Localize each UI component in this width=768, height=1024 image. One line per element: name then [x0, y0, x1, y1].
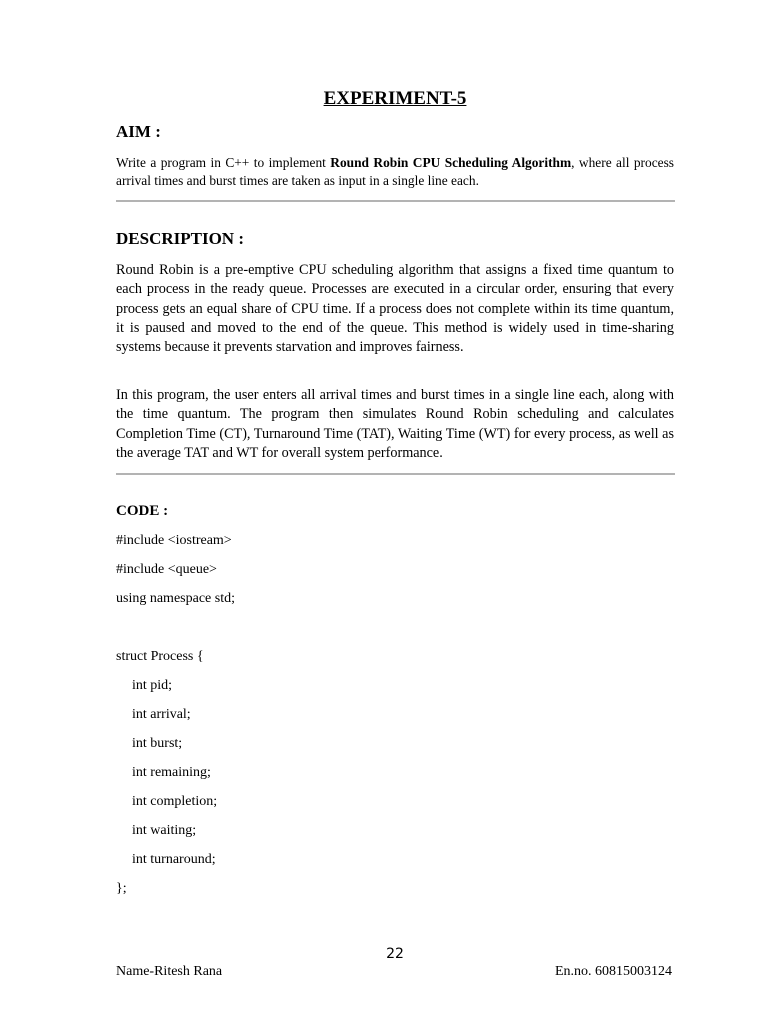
- divider-description: [116, 473, 675, 475]
- description-paragraph-1: Round Robin is a pre-emptive CPU scheduling algorithm that assigns a fixed time quantum to each process in the ready queue. Processes are executed in a circular order, ensuring that every process gets an equal share of CPU time. If a process does not complete within its time quantum, it is paused and moved to the end of the queue. This method is widely used in time-sharing systems because it prevents starvation and improves fairness.: [116, 262, 674, 356]
- code-line-blank: [116, 618, 235, 647]
- code-line: int waiting;: [132, 823, 197, 838]
- aim-text-start: Write a program in C++ to implement: [116, 155, 331, 170]
- code-line: struct Process {: [116, 649, 204, 664]
- divider-aim: [116, 200, 675, 202]
- footer-name: Name-Ritesh Rana: [116, 964, 223, 979]
- page-number: 22: [386, 946, 404, 962]
- code-line: };: [116, 881, 127, 896]
- description-heading: DESCRIPTION :: [116, 229, 244, 248]
- code-line: int remaining;: [132, 765, 211, 780]
- code-line: int arrival;: [132, 707, 191, 722]
- code-line: using namespace std;: [116, 591, 235, 606]
- aim-text-end: , where all process arrival times and burst times are taken as input in a single line each.: [116, 155, 675, 188]
- code-line: int burst;: [132, 736, 183, 751]
- code-line: #include <iostream>: [116, 533, 232, 548]
- aim-text-bold: Round Robin CPU Scheduling Algorithm: [330, 155, 572, 170]
- code-block: [116, 531, 235, 908]
- aim-heading: AIM :: [116, 122, 161, 141]
- page-title: EXPERIMENT-5: [323, 88, 467, 109]
- code-line: int pid;: [132, 678, 173, 693]
- footer-enrollment: En.no. 60815003124: [554, 964, 672, 979]
- code-line: int turnaround;: [132, 852, 216, 867]
- code-line: #include <queue>: [116, 562, 217, 577]
- code-heading: CODE :: [116, 503, 169, 519]
- description-paragraph-2: In this program, the user enters all arrival times and burst times in a single line each, along with the time quantum. The program then simulates Round Robin scheduling and calculates Completion Time (CT), Turnaround Time (TAT), Waiting Time (WT) for every process, as well as the average TAT and WT for overall system performance.: [116, 387, 674, 461]
- aim-text: [116, 154, 674, 190]
- code-line: int completion;: [132, 794, 218, 809]
